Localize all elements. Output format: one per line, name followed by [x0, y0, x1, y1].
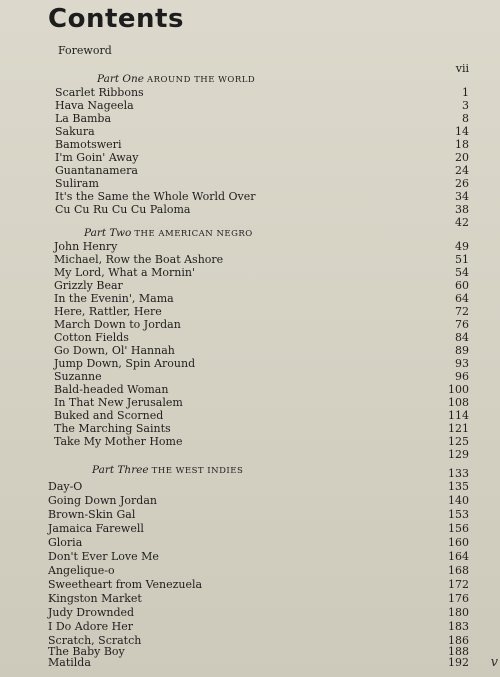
entry-page: 114: [448, 409, 469, 422]
toc-entry: [0, 253, 500, 267]
entry-title: Matilda: [48, 656, 91, 669]
toc-entry: [0, 357, 500, 371]
part-title: THE AMERICAN NEGRO: [134, 229, 253, 239]
entry-page: 186: [448, 634, 469, 647]
entry-page: 125: [448, 435, 469, 448]
entry-title: Cotton Fields: [54, 331, 129, 344]
entry-title: Gloria: [48, 536, 83, 549]
entry-title: I Do Adore Her: [48, 620, 134, 633]
toc-entry: [0, 508, 500, 522]
toc-entry: [0, 86, 500, 100]
toc-entry: [0, 409, 500, 423]
entry-title: Kingston Market: [48, 592, 142, 605]
toc-entry: [0, 536, 500, 550]
entry-page: 42: [455, 216, 469, 229]
toc-entry: [0, 112, 500, 126]
toc-entry: [0, 370, 500, 384]
entry-title: My Lord, What a Mornin': [54, 266, 195, 279]
entry-title: The Baby Boy: [48, 645, 125, 658]
part-label: Part Three: [92, 464, 149, 476]
entry-page: 183: [448, 620, 469, 633]
toc-entry: [0, 164, 500, 178]
entry-title: Sweetheart from Venezuela: [48, 578, 203, 591]
entry-page: 51: [455, 253, 469, 266]
entry-title: Grizzly Bear: [54, 279, 123, 292]
toc-entry: [0, 396, 500, 410]
toc-entry: [0, 522, 500, 536]
toc-entry: [0, 125, 500, 139]
entry-title: Go Down, Ol' Hannah: [54, 344, 175, 357]
entry-title: Suliram: [55, 177, 99, 190]
toc-entry: [0, 203, 500, 217]
entry-page: 156: [448, 522, 469, 535]
toc-entry: [0, 550, 500, 564]
entry-title: Jump Down, Spin Around: [54, 357, 196, 370]
entry-title: In That New Jerusalem: [54, 396, 183, 409]
toc-entry: [0, 190, 500, 204]
entry-page: 89: [455, 344, 469, 357]
toc-entry: [0, 656, 500, 670]
entry-page: 100: [448, 383, 469, 396]
toc-entry: [0, 177, 500, 191]
part-title: THE WEST INDIES: [151, 466, 244, 476]
entry-title: John Henry: [54, 240, 118, 253]
entry-page: 153: [448, 508, 469, 521]
toc-entry: [0, 331, 500, 345]
entry-page: 172: [448, 578, 469, 591]
toc-entry: [0, 494, 500, 508]
entry-title: I'm Goin' Away: [55, 151, 139, 164]
entry-page: 180: [448, 606, 469, 619]
entry-title: Bald-headed Woman: [54, 383, 169, 396]
toc-entry: [0, 305, 500, 319]
entry-page: 93: [455, 357, 469, 370]
entry-page: 34: [455, 190, 469, 203]
entry-page: 72: [455, 305, 469, 318]
entry-title: It's the Same the Whole World Over: [55, 190, 256, 203]
entry-title: Day-O: [48, 480, 83, 493]
entry-page: 8: [462, 112, 469, 125]
entry-title: Don't Ever Love Me: [48, 550, 159, 563]
toc-entry: [0, 422, 500, 436]
toc-entry: [0, 266, 500, 280]
entry-page: 1: [462, 86, 469, 99]
entry-page: 96: [455, 370, 469, 383]
toc-entry: [0, 151, 500, 165]
entry-page: 26: [455, 177, 469, 190]
entry-title: The Marching Saints: [54, 422, 171, 435]
entry-page: 188: [448, 645, 469, 658]
toc-entry: [0, 383, 500, 397]
entry-page: 60: [455, 279, 469, 292]
entry-title: Jamaica Farewell: [48, 522, 144, 535]
part-one-heading: [97, 73, 255, 85]
entry-title: Cu Cu Ru Cu Cu Paloma: [55, 203, 191, 216]
entry-page: 76: [455, 318, 469, 331]
entry-page: 20: [455, 151, 469, 164]
part-label: Part Two: [84, 227, 132, 239]
entry-page: 64: [455, 292, 469, 305]
entry-title: La Bamba: [55, 112, 112, 125]
entry-page: 176: [448, 592, 469, 605]
foreword-page: vii: [455, 62, 469, 75]
entry-title: Guantanamera: [55, 164, 138, 177]
entry-page: 38: [455, 203, 469, 216]
entry-title: Scarlet Ribbons: [55, 86, 144, 99]
entry-title: Suzanne: [54, 370, 102, 383]
entry-title: Judy Drownded: [48, 606, 135, 619]
toc-entry: [0, 138, 500, 152]
part-title: AROUND THE WORLD: [147, 75, 256, 85]
entry-title: Going Down Jordan: [48, 494, 157, 507]
toc-entry: [0, 467, 500, 481]
entry-title: Brown-Skin Gal: [48, 508, 136, 521]
entry-page: 108: [448, 396, 469, 409]
entry-page: 160: [448, 536, 469, 549]
entry-title: In the Evenin', Mama: [54, 292, 174, 305]
entry-title: March Down to Jordan: [54, 318, 181, 331]
entry-page: 164: [448, 550, 469, 563]
entry-page: 49: [455, 240, 469, 253]
entry-page: 135: [448, 480, 469, 493]
foreword-label: Foreword: [58, 44, 112, 57]
toc-entry: [0, 480, 500, 494]
toc-entry: [0, 292, 500, 306]
entry-page: 24: [455, 164, 469, 177]
entry-page: 84: [455, 331, 469, 344]
entry-page: 129: [448, 448, 469, 461]
entry-page: 3: [462, 99, 469, 112]
part-two-heading: [84, 227, 253, 239]
entry-title: Scratch, Scratch: [48, 634, 142, 647]
entry-page: 18: [455, 138, 469, 151]
entry-title: Here, Rattler, Here: [54, 305, 162, 318]
entry-page: 140: [448, 494, 469, 507]
entry-title: Michael, Row the Boat Ashore: [54, 253, 224, 266]
entry-title: Hava Nageela: [55, 99, 134, 112]
part-label: Part One: [97, 73, 145, 85]
entry-page: 192: [448, 656, 469, 669]
toc-entry: [0, 99, 500, 113]
page-folio: v: [490, 655, 498, 670]
toc-entry: [0, 448, 500, 462]
entry-title: Angelique-o: [48, 564, 115, 577]
toc-entry: [0, 435, 500, 449]
page-title: Contents: [48, 4, 184, 34]
toc-entry: [0, 318, 500, 332]
entry-page: 133: [448, 467, 469, 480]
toc-entry: [0, 279, 500, 293]
entry-title: Sakura: [55, 125, 95, 138]
entry-title: Take My Mother Home: [54, 435, 183, 448]
entry-title: Buked and Scorned: [54, 409, 164, 422]
toc-entry: [0, 620, 500, 634]
entry-page: 168: [448, 564, 469, 577]
foreword-entry: [0, 44, 500, 58]
entry-page: 121: [448, 422, 469, 435]
toc-entry: [0, 606, 500, 620]
toc-entry: [0, 240, 500, 254]
entry-title: Bamotsweri: [55, 138, 122, 151]
entry-page: 14: [455, 125, 469, 138]
toc-entry: [0, 344, 500, 358]
toc-entry: [0, 578, 500, 592]
toc-entry: [0, 564, 500, 578]
toc-entry: [0, 592, 500, 606]
entry-page: 54: [455, 266, 469, 279]
